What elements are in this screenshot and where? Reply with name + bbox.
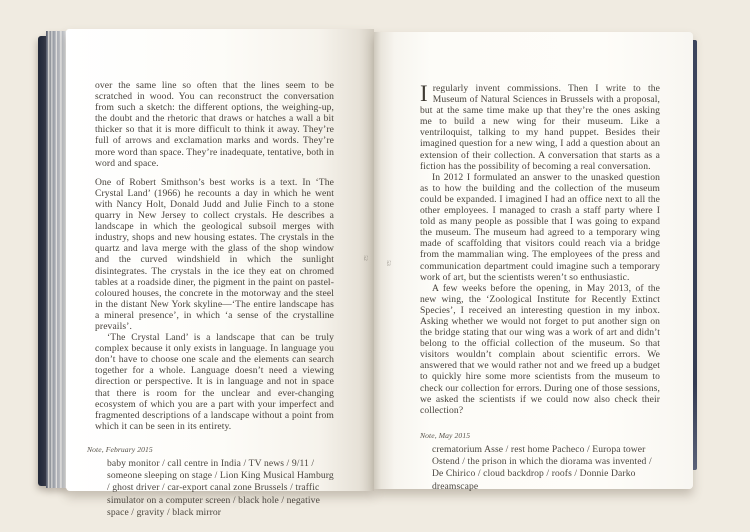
note-label: Note, May 2015 — [420, 430, 471, 440]
page-edges-stack — [46, 31, 68, 488]
note-label: Note, February 2015 — [87, 444, 153, 454]
drop-cap: I — [420, 81, 428, 106]
book-cover-edge-right — [693, 40, 697, 470]
left-page — [66, 29, 374, 518]
open-book — [36, 24, 700, 518]
paragraph: A few weeks before the opening, in May 2013, of the new wing, the ‘Zoological Institute for Recently Extinct Species’, I received an interesting question in my inbox. Asking whether we would not forget to put another sign on the bridge stating that our wing was a work of art and didn’t belong to the official collection of the museum. So that visitors wouldn’t complain about scientific errors. We answered that we would rather not and we freed up a budget to quickly hire some more scientists from the museum to check our collection for errors. During one of those sessions, we asked the scientists if we could now also check their collection? — [420, 282, 660, 416]
paragraph: ‘The Crystal Land’ is a landscape that can be truly complex because it only exists in language. In language you don’t have to choose one scale and the elements can search together for a whole. Language doesn’t need a viewing direction or perspective. It is in language and not in space that there is room for the unclear and ever-changing ecosystem of which you are a part with your imperfect and fragmented descriptions of a landscape without a point from which it can be seen in its entirety. — [95, 332, 334, 432]
left-page-text — [87, 80, 334, 519]
note-body: baby monitor / call centre in India / TV news / 9/11 / someone sleeping on stage / Lion King Musical Hamburg / ghost driver / car-export canal zone Brussels / traffic simulator on a computer screen / black hole / negative space / gravity / black mirror — [107, 458, 334, 518]
paragraph-text: regularly invent commissions. Then I write to the Museum of Natural Sciences in Brussels with a proposal, but at the same time make up that they’re the ones asking me to build a new wing for their museum. Like a ventriloquist, talking to my hand puppet. Besides their imagined question for a new wing, I add a question about an extension of their collection. A conversation that starts as a fiction has the possibility of becoming a real conversation. — [420, 83, 660, 172]
right-page — [374, 32, 693, 492]
right-page-text — [420, 83, 660, 493]
paragraph: In 2012 I formulated an answer to the unasked question as to how the building and the collection of the museum could be expanded. I imagined I had an office next to all the other employees. I managed to crash a staff party where I told as many people as possible that I was going to expand the museum. The museum had agreed to a temporary wing made of scaffolding that visitors could reach via a bridge from the mammalian wing. The employees of the press and communication department could imagine such a temporary work of art, but the scientists weren’t so enthusiastic. — [420, 171, 660, 283]
paragraph: One of Robert Smithson’s best works is a text. In ‘The Crystal Land’ (1966) he recounts a day in which he went with Nancy Holt, Donald Judd and Julie Finch to a stone quarry in New Jersey to collect crystals. He describes a landscape in which the geological subsoil merges with industry, shops and new housing estates. The crystals in the quartz and lava merge with the glass of the shop window and the curved windshield in which the sunlight disintegrates. The crystals in the ice they eat on chromed tables at a roadside diner, the pigment in the paint on pastel-coloured houses, the concrete in the motorway and the steel in the distant New York skyline—‘The entire landscape has a mineral presence’, in which ‘a sense of the crystalline prevails’. — [95, 176, 334, 332]
paragraph — [420, 83, 660, 172]
paragraph: over the same line so often that the lines seem to be scratched in wood. You can reconstruct the conversation from such a sketch: the different options, the weighing-up, the doubt and the rhetoric that draws or hatches a wall a bit thicker so that it is more difficult to think it away. They’re full of arrows and exclamation marks and words. They’re more word than space. They’re inadequate, tentative, both in word and space. — [95, 80, 334, 169]
page-number-left: 52 — [361, 255, 368, 261]
page-number-right: 53 — [384, 260, 391, 266]
note-body: crematorium Asse / rest home Pacheco / Europa tower Ostend / the prison in which the diorama was invented / De Chirico / cloud backdrop / roofs / Donnie Darko dreamscape — [432, 443, 652, 492]
